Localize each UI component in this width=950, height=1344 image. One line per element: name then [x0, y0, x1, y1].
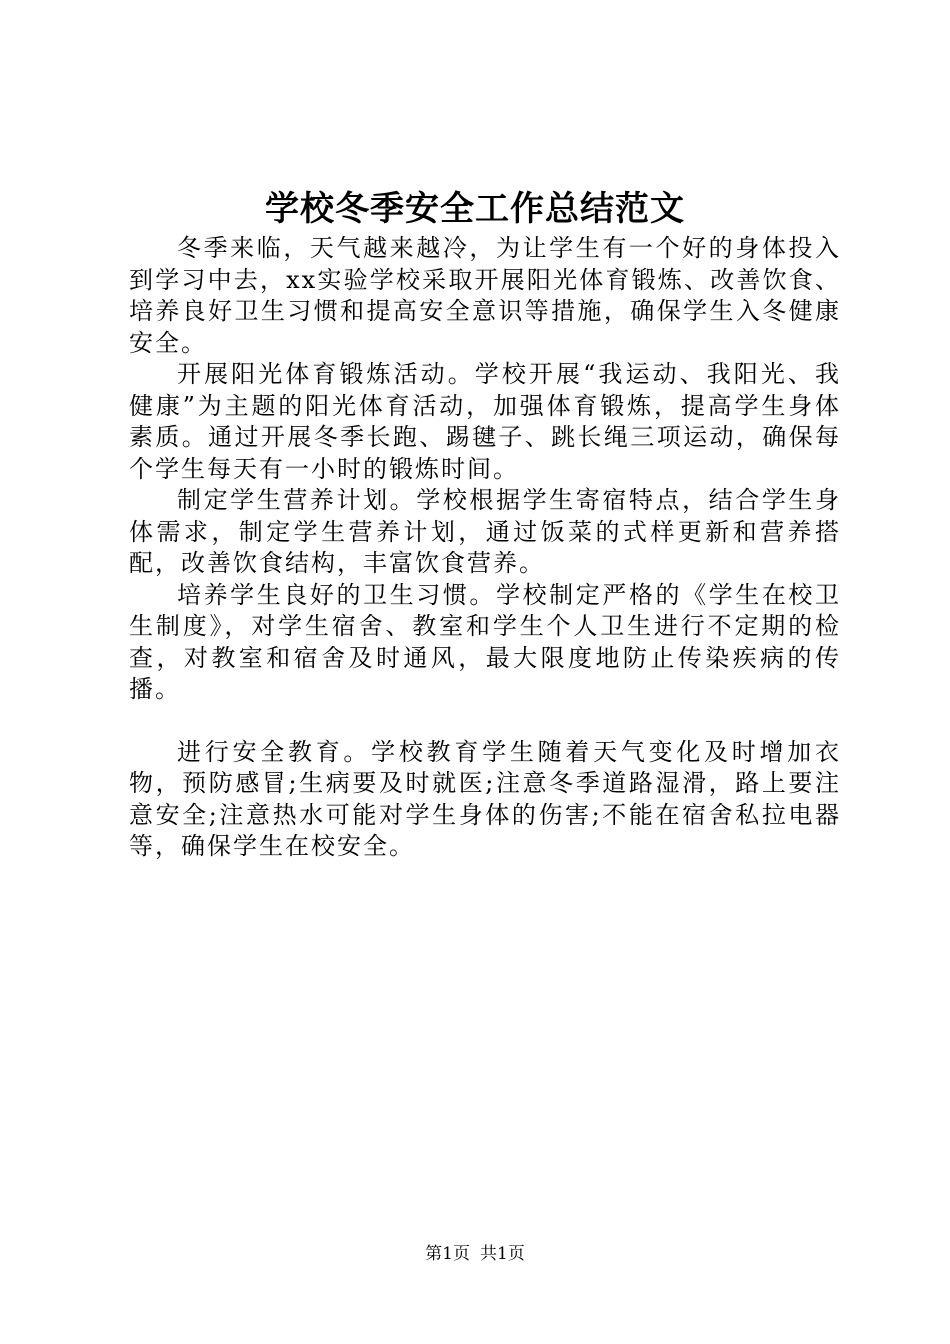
paragraph-nutrition: 制定学生营养计划。学校根据学生寄宿特点，结合学生身体需求，制定学生营养计划，通过饭菜的式样更新和营养搭配，改善饮食结构，丰富饮食营养。 — [129, 486, 841, 577]
page-footer — [0, 1242, 950, 1266]
paragraph-hygiene: 培养学生良好的卫生习惯。学校制定严格的《学生在校卫生制度》，对学生宿舍、教室和学生个人卫生进行不定期的检查，对教室和宿舍及时通风，最大限度地防止传染疾病的传播。 — [129, 580, 841, 703]
document-title: 学校冬季安全工作总结范文 — [265, 189, 685, 229]
page-number-total: 共1页 — [480, 1244, 525, 1264]
paragraph-safety: 进行安全教育。学校教育学生随着天气变化及时增加衣物，预防感冒;生病要及时就医;注意冬季道路湿滑，路上要注意安全;注意热水可能对学生身体的伤害;不能在宿舍私拉电器等，确保学生在校安全。 — [129, 737, 841, 860]
paragraph-intro: 冬季来临，天气越来越冷，为让学生有一个好的身体投入到学习中去，xx实验学校采取开展阳光体育锻炼、改善饮食、培养良好卫生习惯和提高安全意识等措施，确保学生入冬健康安全。 — [129, 234, 841, 357]
page-number-current: 第1页 — [425, 1244, 470, 1264]
paragraph-sports: 开展阳光体育锻炼活动。学校开展“我运动、我阳光、我健康”为主题的阳光体育活动，加强体育锻炼，提高学生身体素质。通过开展冬季长跑、踢毽子、跳长绳三项运动，确保每个学生每天有一小时的锻炼时间。 — [129, 360, 841, 483]
document-body — [129, 233, 841, 863]
